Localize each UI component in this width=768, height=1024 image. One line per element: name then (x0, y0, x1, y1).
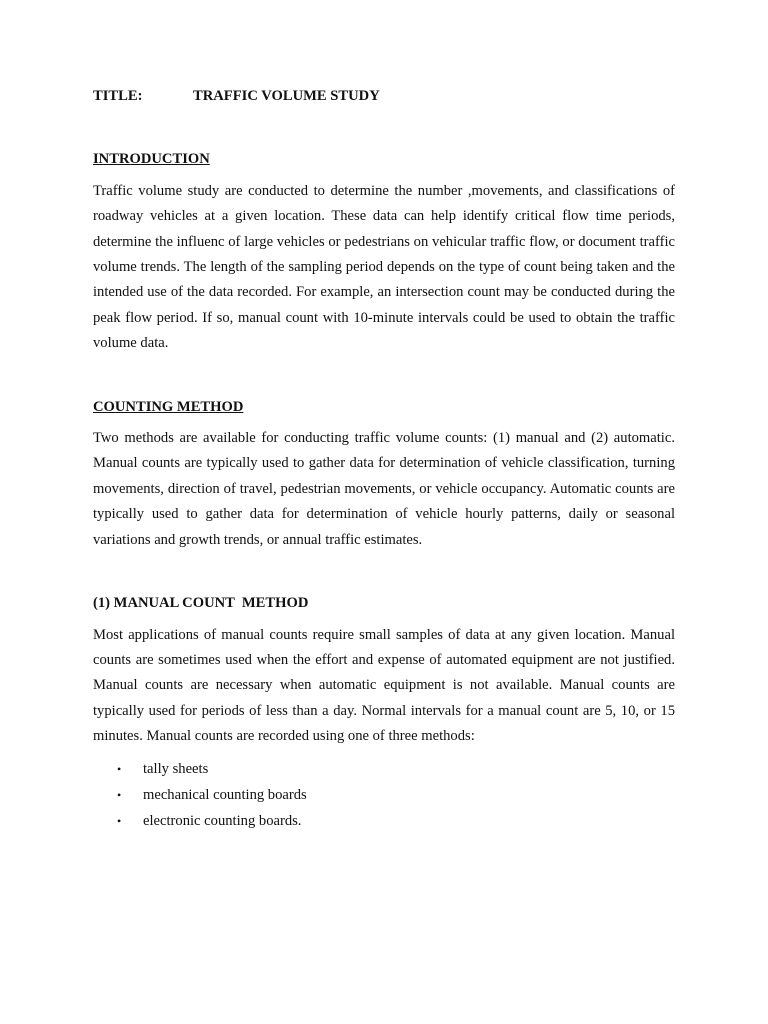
manual-count-heading: (1) MANUAL COUNT METHOD (93, 595, 309, 612)
list-item (93, 756, 675, 782)
counting-method-paragraph: Two methods are available for conducting traffic volume counts: (1) manual and (2) automatic. Manual counts are typically used to gather data for determination of vehicle classification, turning movements, direction of travel, pedestrian movements, or vehicle occupancy. Automatic counts are typically used to gather data for determination of vehicle hourly patterns, daily or seasonal variations and growth trends, or annual traffic estimates. (93, 430, 675, 548)
bullet-icon: • (117, 787, 122, 802)
list-item-text: electronic counting boards. (143, 812, 302, 829)
document-page (93, 80, 675, 834)
document-title: TRAFFIC VOLUME STUDY (193, 88, 380, 104)
title-label: TITLE: (93, 88, 143, 104)
list-item (93, 782, 675, 808)
list-item (93, 808, 675, 834)
counting-method-heading: COUNTING METHOD (93, 398, 244, 415)
list-item-text: mechanical counting boards (143, 786, 307, 803)
list-item-text: tally sheets (143, 760, 209, 777)
bullet-icon: • (117, 761, 122, 776)
manual-count-methods-list (93, 756, 675, 834)
bullet-icon: • (117, 813, 122, 828)
introduction-heading: INTRODUCTION (93, 151, 210, 168)
introduction-paragraph: Traffic volume study are conducted to determine the number ,movements, and classifications of roadway vehicles at a given location. These data can help identify critical flow time periods, determine the influenc of large vehicles or pedestrians on vehicular traffic flow, or document traffic volume trends. The length of the sampling period depends on the type of count being taken and the intended use of the data recorded. For example, an intersection count may be conducted during the peak flow period. If so, manual count with 10-minute intervals could be used to obtain the traffic volume data. (93, 182, 675, 352)
title-row (93, 84, 675, 109)
manual-count-paragraph: Most applications of manual counts require small samples of data at any given location. Manual counts are sometimes used when the effort and expense of automated equipment are not justified. Manual counts are necessary when automatic equipment is not available. Manual counts are typically used for periods of less than a day. Normal intervals for a manual count are 5, 10, or 15 minutes. Manual counts are recorded using one of three methods: (93, 626, 675, 745)
